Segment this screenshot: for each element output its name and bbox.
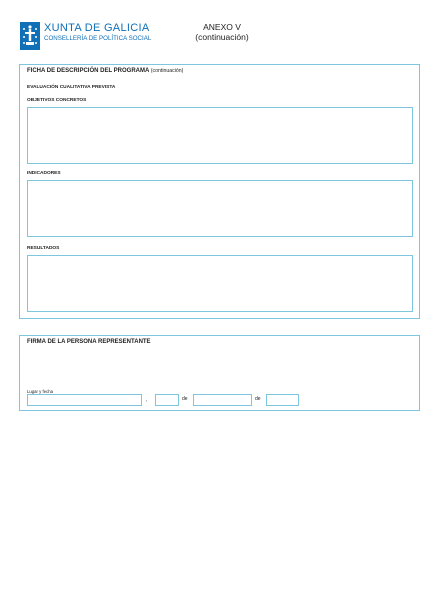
place-field[interactable] (27, 394, 142, 406)
section-title (27, 68, 183, 74)
de-separator-1: de (182, 396, 188, 402)
logo-name: XUNTA DE GALICIA (44, 22, 150, 34)
day-field[interactable] (155, 394, 179, 406)
de-separator-2: de (255, 396, 261, 402)
month-field[interactable] (193, 394, 252, 406)
section-title-note: (continuación) (150, 68, 184, 74)
xunta-logo (20, 22, 190, 54)
section-title-text: FICHA DE DESCRIPCIÓN DEL PROGRAMA (27, 68, 150, 74)
comma-separator: , (146, 397, 148, 403)
annex-heading (176, 22, 268, 42)
objectives-label: OBJETIVOS CONCRETOS (27, 98, 87, 103)
indicators-label: INDICADORES (27, 171, 61, 176)
evaluation-heading: EVALUACIÓN CUALITATIVA PREVISTA (27, 85, 116, 90)
annex-title: ANEXO V (203, 22, 241, 32)
place-date-label: Lugar y fecha (27, 389, 54, 394)
xunta-crest-icon (20, 22, 40, 50)
signature-title: FIRMA DE LA PERSONA REPRESENTANTE (27, 339, 151, 345)
signature-section (19, 335, 420, 411)
program-description-section (19, 64, 420, 319)
objectives-field[interactable] (27, 107, 413, 164)
results-field[interactable] (27, 255, 413, 312)
results-label: RESULTADOS (27, 246, 60, 251)
annex-subtitle: (continuación) (195, 32, 249, 42)
indicators-field[interactable] (27, 180, 413, 237)
logo-department: CONSELLERÍA DE POLÍTICA SOCIAL (44, 35, 152, 42)
year-field[interactable] (266, 394, 299, 406)
